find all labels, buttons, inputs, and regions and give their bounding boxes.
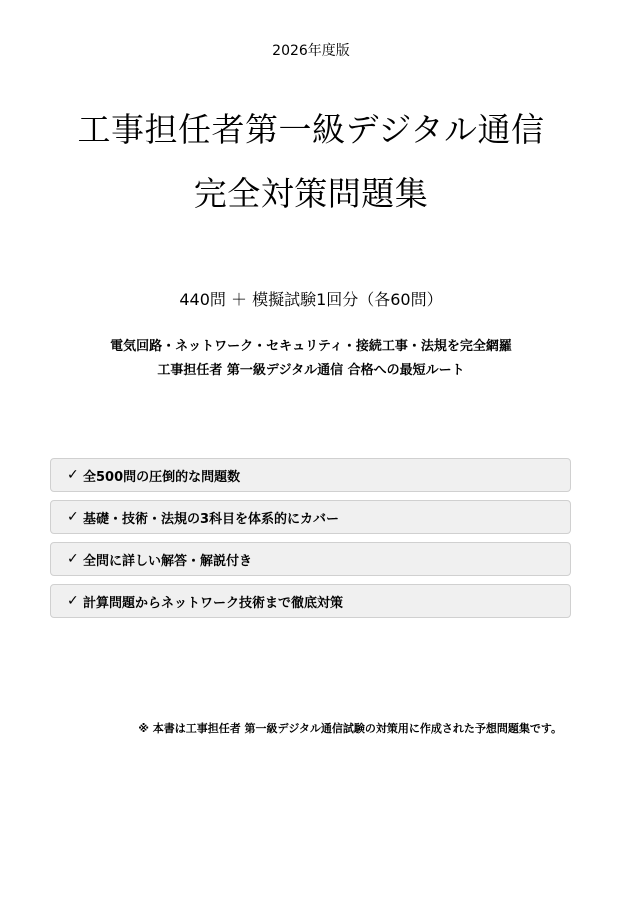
feature-text: 全問に詳しい解答・解説付き <box>83 553 253 569</box>
feature-text: 全500問の圧倒的な問題数 <box>83 469 241 485</box>
check-icon: ✓ <box>67 593 79 609</box>
book-title-line2: 完全対策問題集 <box>193 174 429 213</box>
feature-list <box>50 458 571 626</box>
check-icon: ✓ <box>67 467 79 483</box>
description-line1: 電気回路・ネットワーク・セキュリティ・接続工事・法規を完全網羅 <box>110 339 512 354</box>
feature-item <box>50 542 571 576</box>
book-title-line1: 工事担任者第一級デジタル通信 <box>77 110 545 149</box>
check-icon: ✓ <box>67 509 79 525</box>
feature-item <box>50 584 571 618</box>
feature-text: 基礎・技術・法規の3科目を体系的にカバー <box>83 511 340 527</box>
footnote: ※ 本書は工事担任者 第一級デジタル通信試験の対策用に作成された予想問題集です。 <box>138 722 562 735</box>
feature-text: 計算問題からネットワーク技術まで徹底対策 <box>83 595 344 611</box>
feature-item <box>50 458 571 492</box>
edition-label: 2026年度版 <box>272 43 350 59</box>
check-icon: ✓ <box>67 551 79 567</box>
book-subtitle: 440問 ＋ 模擬試験1回分（各60問） <box>179 290 443 309</box>
feature-item <box>50 500 571 534</box>
description-line2: 工事担任者 第一級デジタル通信 合格への最短ルート <box>157 363 465 378</box>
